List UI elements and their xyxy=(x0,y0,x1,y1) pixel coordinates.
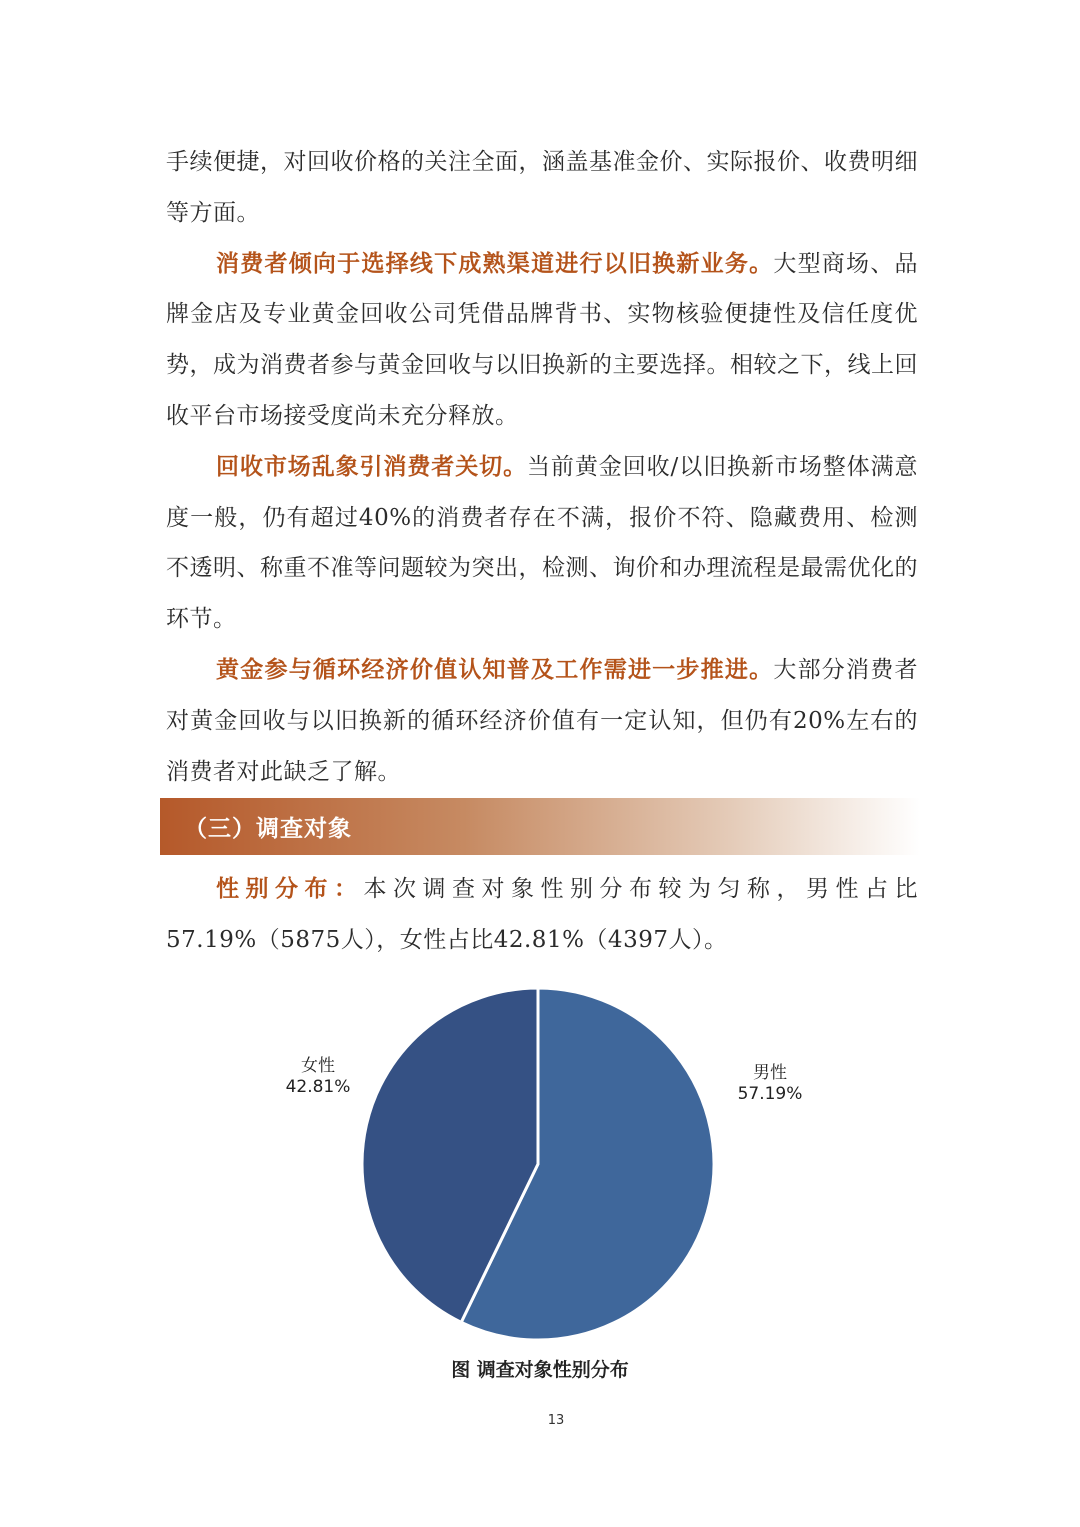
figure-caption: 图 调查对象性别分布 xyxy=(451,1359,629,1381)
paragraph-4-highlight: 黄金参与循环经济价值认知普及工作需进一步推进。 xyxy=(216,655,774,683)
paragraph-3-body: 当前黄金回收/以旧换新市场整体满意度一般，仍有超过40%的消费者存在不满，报价不符、隐藏费用、检测不透明、称重不准等问题较为突出，检测、询价和办理流程是最需优化的环节。 xyxy=(166,453,919,633)
pie-label-female xyxy=(273,1056,363,1098)
page-number: 13 xyxy=(547,1413,565,1428)
gender-text xyxy=(166,864,918,966)
paragraph-4 xyxy=(166,645,918,797)
body-text xyxy=(166,137,918,797)
paragraph-2 xyxy=(166,239,918,442)
paragraph-3-highlight: 回收市场乱象引消费者关切。 xyxy=(216,452,527,480)
paragraph-4-body: 大部分消费者对黄金回收与以旧换新的循环经济价值有一定认知，但仍有20%左右的消费者对此缺乏了解。 xyxy=(166,656,919,785)
pie-label-male xyxy=(725,1063,815,1105)
gender-paragraph-body: 本次调查对象性别分布较为匀称，男性占比57.19%（5875人），女性占比42.81%（4397人）。 xyxy=(166,876,918,953)
pie-slice-male xyxy=(461,988,714,1340)
paragraph-3 xyxy=(166,442,918,645)
pie-label-male-name: 男性 xyxy=(753,1063,787,1083)
pie-slice-female xyxy=(362,988,538,1322)
paragraph-2-highlight: 消费者倾向于选择线下成熟渠道进行以旧换新业务。 xyxy=(216,249,774,277)
gender-paragraph-highlight: 性别分布： xyxy=(216,875,364,902)
pie-label-male-value: 57.19% xyxy=(737,1084,803,1104)
pie-label-female-name: 女性 xyxy=(301,1056,335,1076)
pie-label-female-value: 42.81% xyxy=(285,1077,351,1097)
section-heading: （三）调查对象 xyxy=(184,815,352,842)
paragraph-2-body: 大型商场、品牌金店及专业黄金回收公司凭借品牌背书、实物核验便捷性及信任度优势，成为消费者参与黄金回收与以旧换新的主要选择。相较之下，线上回收平台市场接受度尚未充分释放。 xyxy=(166,250,919,429)
gender-paragraph xyxy=(166,864,918,966)
paragraph-1: 手续便捷，对回收价格的关注全面，涵盖基准金价、实际报价、收费明细等方面。 xyxy=(166,149,918,226)
